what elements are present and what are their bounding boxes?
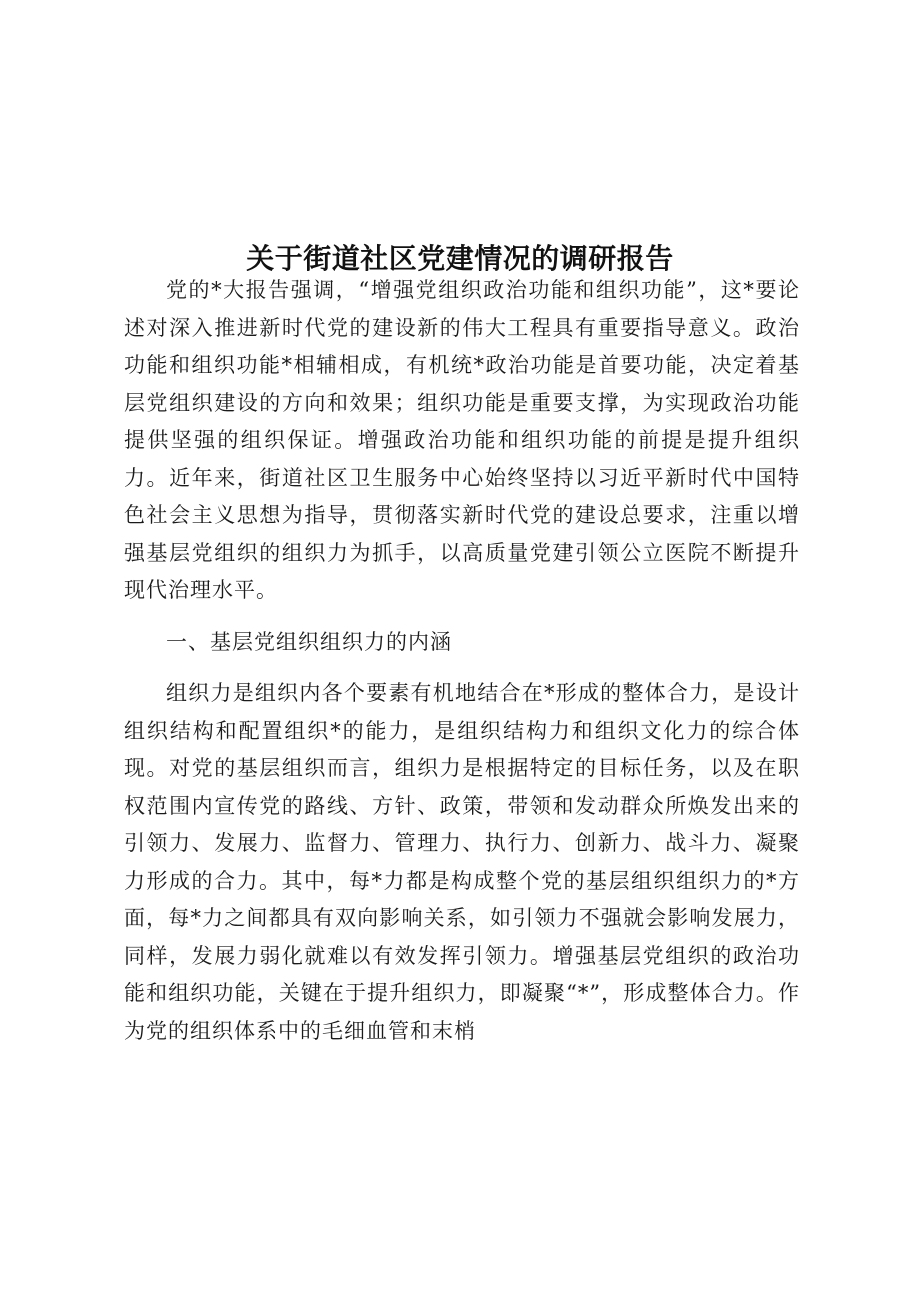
- document-title: 关于街道社区党建情况的调研报告: [246, 241, 674, 275]
- intro-paragraph: 党的*大报告强调，“增强党组织政治功能和组织功能”，这*要论述对深入推进新时代党的建设新的伟大工程具有重要指导意义。政治功能和组织功能*相辅相成，有机统*政治功能是首要功能，决定着基层党组织建设的方向和效果；组织功能是重要支撑，为实现政治功能提供坚强的组织保证。增强政治功能和组织功能的前提是提升组织力。近年来，街道社区卫生服务中心始终坚持以习近平新时代中国特色社会主义思想为指导，贯彻落实新时代党的建设总要求，注重以增强基层党组织的组织力为抓手，以高质量党建引领公立医院不断提升现代治理水平。: [124, 278, 800, 602]
- section-heading: 一、基层党组织组织力的内涵: [166, 629, 452, 654]
- document-body: [124, 272, 800, 1050]
- section-paragraph: 组织力是组织内各个要素有机地结合在*形成的整体合力，是设计组织结构和配置组织*的能力，是组织结构力和组织文化力的综合体现。对党的基层组织而言，组织力是根据特定的目标任务，以及在职权范围内宣传党的路线、方针、政策，带领和发动群众所焕发出来的引领力、发展力、监督力、管理力、执行力、创新力、战斗力、凝聚力形成的合力。其中，每*力都是构成整个党的基层组织组织力的*方面，每*力之间都具有双向影响关系，如引领力不强就会影响发展力，同样，发展力弱化就难以有效发挥引领力。增强基层党组织的政治功能和组织功能，关键在于提升组织力，即凝聚“*”，形成整体合力。作为党的组织体系中的毛细血管和末梢: [124, 681, 800, 1043]
